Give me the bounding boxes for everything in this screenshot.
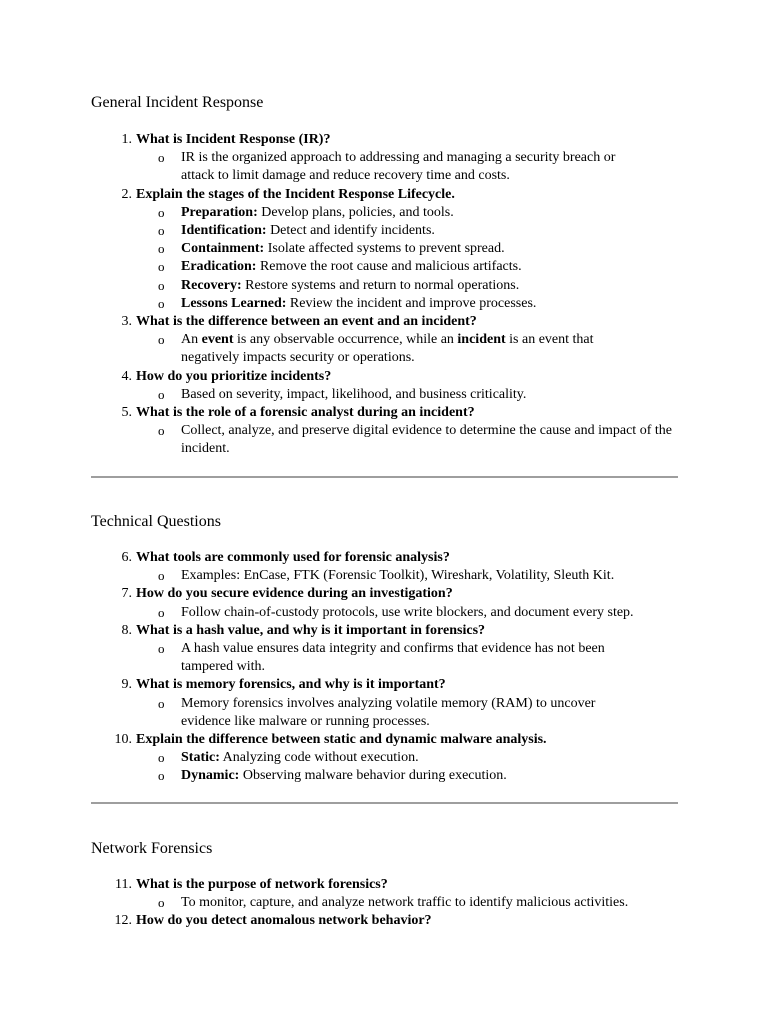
answer-item <box>136 258 681 276</box>
bullet-icon: o <box>158 604 165 620</box>
answer-text: Develop plans, policies, and tools. <box>257 204 454 220</box>
question-item <box>0 876 768 912</box>
answer-list <box>136 567 768 585</box>
answer-item <box>136 149 651 185</box>
answer-lead: Static: <box>181 750 220 766</box>
question-number: 10. <box>114 732 132 748</box>
answer-item <box>136 240 681 258</box>
bullet-icon: o <box>158 750 165 766</box>
question-list-technical <box>0 549 768 786</box>
bullet-icon: o <box>158 204 165 220</box>
answer-list <box>136 695 768 731</box>
answer-lead: Eradication: <box>181 259 257 275</box>
question-number: 12. <box>114 913 132 929</box>
answer-text: Observing malware behavior during execution. <box>239 768 507 784</box>
question-item <box>0 131 768 186</box>
answer-item <box>136 222 681 240</box>
answer-item <box>136 386 681 404</box>
answer-item <box>136 749 681 767</box>
question-number: 4. <box>121 368 132 384</box>
section-divider <box>91 802 678 804</box>
bullet-icon: o <box>158 332 165 348</box>
answer-list <box>136 422 768 458</box>
answer-item <box>136 204 681 222</box>
answer-item <box>136 331 631 367</box>
bullet-icon: o <box>158 295 165 311</box>
question-list-network <box>0 876 768 931</box>
answer-item <box>136 422 681 458</box>
bullet-icon: o <box>158 768 165 784</box>
answer-text: Examples: EnCase, FTK (Forensic Toolkit), Wireshark, Volatility, Sleuth Kit. <box>181 568 615 584</box>
bullet-icon: o <box>158 223 165 239</box>
question-item <box>0 549 768 585</box>
question-text: How do you prioritize incidents? <box>136 368 332 384</box>
question-text: How do you secure evidence during an investigation? <box>136 586 453 602</box>
section-title-technical-questions: Technical Questions <box>91 513 221 530</box>
answer-text: Restore systems and return to normal operations. <box>241 277 520 293</box>
answer-list <box>136 149 768 185</box>
answer-list <box>136 604 768 622</box>
question-item <box>0 404 768 459</box>
question-item <box>0 676 768 731</box>
question-number: 9. <box>121 677 132 693</box>
bullet-icon: o <box>158 150 165 166</box>
answer-text: Follow chain-of-custody protocols, use write blockers, and document every step. <box>181 604 634 620</box>
question-item <box>0 368 768 404</box>
answer-list <box>136 204 768 313</box>
answer-list <box>136 749 768 785</box>
question-text: What is Incident Response (IR)? <box>136 132 331 147</box>
question-number: 2. <box>121 186 132 202</box>
answer-lead: Preparation: <box>181 204 258 220</box>
question-number: 5. <box>121 405 132 421</box>
answer-item <box>136 767 681 785</box>
question-item <box>0 731 768 786</box>
answer-item <box>136 295 681 313</box>
bullet-icon: o <box>158 895 165 911</box>
answer-text-pre: An <box>181 332 202 348</box>
question-item <box>0 313 768 368</box>
answer-text: Review the incident and improve processes. <box>286 295 537 311</box>
bullet-icon: o <box>158 568 165 584</box>
question-text: What is the difference between an event and an incident? <box>136 314 477 330</box>
answer-item <box>136 567 681 585</box>
bullet-icon: o <box>158 695 165 711</box>
answer-text: Based on severity, impact, likelihood, and business criticality. <box>181 386 527 402</box>
answer-text: Remove the root cause and malicious artifacts. <box>256 259 522 275</box>
answer-text: is an event that negatively impacts security or operations. <box>181 332 594 366</box>
answer-text: Collect, analyze, and preserve digital evidence to determine the cause and impact of the incident. <box>181 423 672 457</box>
answer-text: Memory forensics involves analyzing volatile memory (RAM) to uncover evidence like malware or running processes. <box>181 695 596 729</box>
bullet-icon: o <box>158 277 165 293</box>
section-title-general-incident-response: General Incident Response <box>91 94 264 111</box>
answer-term-event: event <box>201 332 234 348</box>
answer-list <box>136 894 768 912</box>
question-text: What is a hash value, and why is it important in forensics? <box>136 622 486 638</box>
answer-item <box>136 695 631 731</box>
answer-lead: Dynamic: <box>181 768 240 784</box>
answer-lead: Containment: <box>181 241 265 257</box>
question-number: 3. <box>121 314 132 330</box>
answer-text-mid: is any observable occurrence, while an <box>233 332 458 348</box>
answer-item <box>136 640 641 676</box>
bullet-icon: o <box>158 386 165 402</box>
question-number: 11. <box>115 877 132 892</box>
question-text: What is the role of a forensic analyst during an incident? <box>136 405 475 421</box>
answer-list <box>136 331 768 367</box>
answer-term-incident: incident <box>457 332 506 348</box>
answer-text: IR is the organized approach to addressing and managing a security breach or attack to limit damage and reduce recovery time and costs. <box>181 150 616 184</box>
question-list-general <box>0 131 768 459</box>
answer-text: To monitor, capture, and analyze network traffic to identify malicious activities. <box>181 895 629 911</box>
question-item <box>0 622 768 677</box>
answer-text: Detect and identify incidents. <box>266 223 435 239</box>
bullet-icon: o <box>158 423 165 439</box>
question-item <box>0 186 768 313</box>
question-number: 7. <box>121 586 132 602</box>
question-text: How do you detect anomalous network behavior? <box>136 913 432 929</box>
question-text: What is memory forensics, and why is it important? <box>136 677 446 693</box>
bullet-icon: o <box>158 641 165 657</box>
answer-text: Isolate affected systems to prevent spread. <box>264 241 505 257</box>
section-title-network-forensics: Network Forensics <box>91 840 213 857</box>
answer-text: Analyzing code without execution. <box>219 750 419 766</box>
answer-item <box>136 604 681 622</box>
question-text: What is the purpose of network forensics? <box>136 877 388 892</box>
bullet-icon: o <box>158 259 165 275</box>
answer-text: A hash value ensures data integrity and confirms that evidence has not been tampered with. <box>181 641 605 675</box>
question-number: 6. <box>121 550 132 565</box>
question-text: What tools are commonly used for forensic analysis? <box>136 550 450 565</box>
question-item <box>0 912 768 930</box>
question-number: 1. <box>121 132 132 147</box>
question-text: Explain the stages of the Incident Response Lifecycle. <box>136 186 455 202</box>
answer-item <box>136 277 681 295</box>
answer-item <box>136 894 681 912</box>
answer-lead: Lessons Learned: <box>181 295 287 311</box>
answer-lead: Identification: <box>181 223 267 239</box>
section-divider <box>91 476 678 478</box>
answer-list <box>136 386 768 404</box>
question-item <box>0 585 768 621</box>
answer-list <box>136 640 768 676</box>
question-text: Explain the difference between static and dynamic malware analysis. <box>136 732 547 748</box>
bullet-icon: o <box>158 241 165 257</box>
answer-lead: Recovery: <box>181 277 242 293</box>
question-number: 8. <box>121 622 132 638</box>
